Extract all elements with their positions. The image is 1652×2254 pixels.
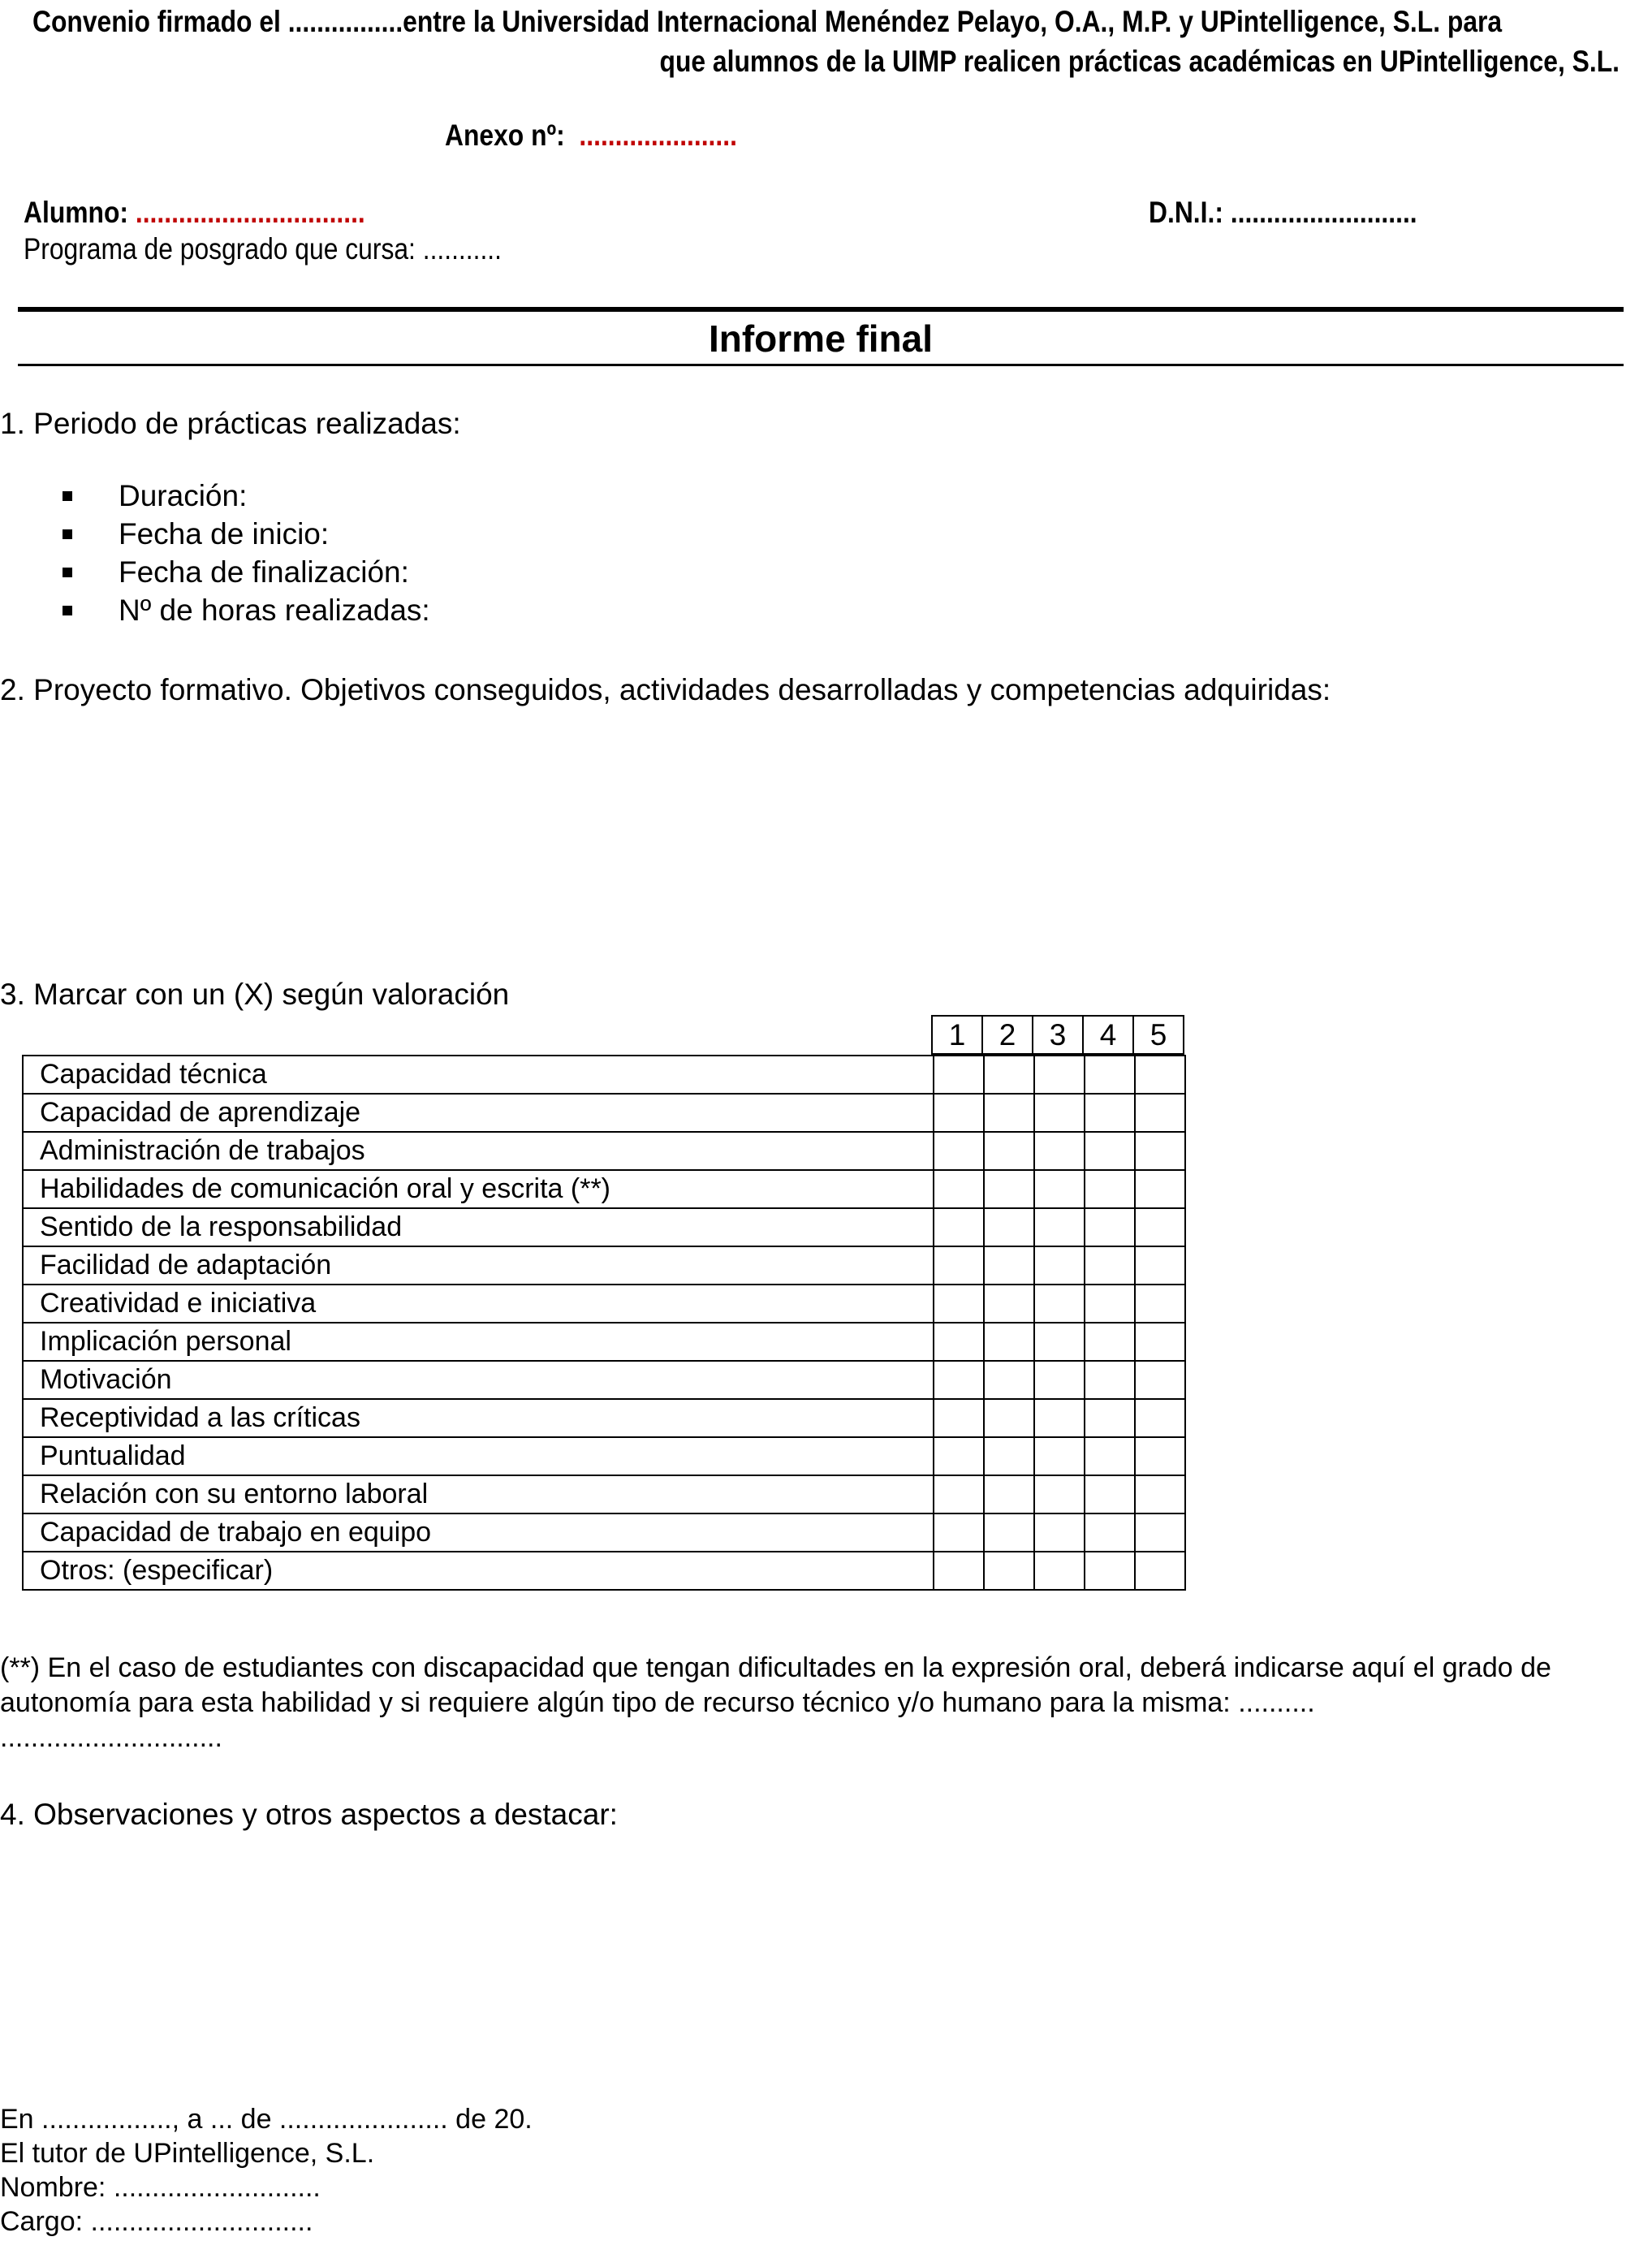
rating-table: [22, 1055, 1186, 1591]
rating-cell-3[interactable]: [1034, 1323, 1085, 1361]
annex-label: Anexo nº:: [445, 119, 565, 152]
rating-cell-4[interactable]: [1085, 1437, 1135, 1475]
rating-cell-2[interactable]: [984, 1437, 1034, 1475]
rating-cell-3[interactable]: [1034, 1132, 1085, 1170]
agreement-line-2: que alumnos de la UIMP realicen prácticas académicas en UPintelligence, S.L.: [659, 45, 1620, 78]
rating-cell-1[interactable]: [934, 1056, 984, 1094]
rating-cell-5[interactable]: [1135, 1437, 1185, 1475]
rating-cell-4[interactable]: [1085, 1170, 1135, 1208]
rating-cell-3[interactable]: [1034, 1170, 1085, 1208]
list-item: [58, 515, 430, 553]
rating-cell-1[interactable]: [934, 1132, 984, 1170]
list-item: [58, 553, 430, 591]
rating-cell-1[interactable]: [934, 1475, 984, 1513]
table-row: [23, 1475, 1185, 1513]
scale-2: 2: [982, 1016, 1033, 1054]
rating-cell-2[interactable]: [984, 1513, 1034, 1552]
criterion-label: Capacidad técnica: [23, 1056, 934, 1094]
rating-scale-header: [931, 1015, 1184, 1055]
rating-cell-3[interactable]: [1034, 1094, 1085, 1132]
criterion-label: Motivación: [23, 1361, 934, 1399]
rating-cell-2[interactable]: [984, 1285, 1034, 1323]
agreement-parties: entre la Universidad Internacional Menéndez Pelayo, O.A., M.P. y UPintelligence, S.L. para: [403, 5, 1503, 38]
criterion-label: Habilidades de comunicación oral y escrita (**): [23, 1170, 934, 1208]
rating-cell-4[interactable]: [1085, 1513, 1135, 1552]
criterion-label: Capacidad de aprendizaje: [23, 1094, 934, 1132]
rating-cell-4[interactable]: [1085, 1132, 1135, 1170]
table-row: [23, 1132, 1185, 1170]
section-4-heading: 4. Observaciones y otros aspectos a destacar:: [0, 1798, 618, 1831]
rating-cell-5[interactable]: [1135, 1285, 1185, 1323]
criterion-label: Relación con su entorno laboral: [23, 1475, 934, 1513]
rating-cell-5[interactable]: [1135, 1132, 1185, 1170]
accessibility-note: [0, 1651, 1632, 1755]
dni-label: D.N.I.:: [1149, 196, 1223, 229]
rating-cell-5[interactable]: [1135, 1246, 1185, 1285]
agreement-date-blank: ................: [287, 5, 403, 38]
rating-cell-2[interactable]: [984, 1094, 1034, 1132]
table-row: [23, 1361, 1185, 1399]
annex-value: ......................: [579, 119, 737, 152]
rating-cell-4[interactable]: [1085, 1285, 1135, 1323]
rating-cell-4[interactable]: [1085, 1208, 1135, 1246]
square-bullet-icon: [63, 529, 72, 539]
scale-5: 5: [1133, 1016, 1184, 1054]
rating-cell-2[interactable]: [984, 1208, 1034, 1246]
rating-cell-2[interactable]: [984, 1552, 1034, 1590]
table-row: [23, 1323, 1185, 1361]
rating-cell-3[interactable]: [1034, 1552, 1085, 1590]
student-value: ................................: [135, 196, 365, 229]
table-row: [23, 1399, 1185, 1437]
rating-cell-3[interactable]: [1034, 1437, 1085, 1475]
period-list: [58, 477, 430, 629]
rating-cell-3[interactable]: [1034, 1399, 1085, 1437]
criterion-label: Capacidad de trabajo en equipo: [23, 1513, 934, 1552]
rating-cell-2[interactable]: [984, 1132, 1034, 1170]
rating-cell-5[interactable]: [1135, 1513, 1185, 1552]
rating-cell-1[interactable]: [934, 1094, 984, 1132]
square-bullet-icon: [63, 568, 72, 577]
criterion-label: Sentido de la responsabilidad: [23, 1208, 934, 1246]
criterion-label: Otros: (especificar): [23, 1552, 934, 1590]
table-row: [23, 1552, 1185, 1590]
rating-cell-3[interactable]: [1034, 1361, 1085, 1399]
criterion-label: Administración de trabajos: [23, 1132, 934, 1170]
place-date: En ................., a ... de ...................... de 20.: [0, 2104, 533, 2135]
rating-cell-3[interactable]: [1034, 1475, 1085, 1513]
table-row: [23, 1056, 1185, 1094]
rating-cell-1[interactable]: [934, 1513, 984, 1552]
program-field: Programa de posgrado que cursa: ...........: [24, 232, 502, 266]
rating-cell-1[interactable]: [934, 1552, 984, 1590]
rating-cell-5[interactable]: [1135, 1094, 1185, 1132]
rating-cell-1[interactable]: [934, 1399, 984, 1437]
criterion-label: Receptividad a las críticas: [23, 1399, 934, 1437]
table-row: [23, 1285, 1185, 1323]
duration-label: Duración:: [119, 479, 248, 512]
rating-cell-3[interactable]: [1034, 1513, 1085, 1552]
annex-number: [445, 119, 737, 153]
list-item: [58, 477, 430, 515]
square-bullet-icon: [63, 606, 72, 615]
table-row: [23, 1246, 1185, 1285]
rating-cell-4[interactable]: [1085, 1094, 1135, 1132]
rating-cell-1[interactable]: [934, 1323, 984, 1361]
student-label: Alumno:: [24, 196, 129, 229]
rating-cell-2[interactable]: [984, 1475, 1034, 1513]
rating-cell-4[interactable]: [1085, 1552, 1135, 1590]
rating-cell-3[interactable]: [1034, 1208, 1085, 1246]
criterion-label: Puntualidad: [23, 1437, 934, 1475]
end-date-label: Fecha de finalización:: [119, 555, 409, 589]
rating-cell-4[interactable]: [1085, 1323, 1135, 1361]
rating-cell-5[interactable]: [1135, 1208, 1185, 1246]
rating-cell-5[interactable]: [1135, 1323, 1185, 1361]
note-text: (**) En el caso de estudiantes con discapacidad que tengan dificultades en la expresión oral, deberá indicarse aquí el grado de autonomía para esta habilidad y si requiere algún tipo de recurso técnico y/o humano para la misma: ..........: [0, 1652, 1551, 1718]
rating-cell-1[interactable]: [934, 1246, 984, 1285]
rating-cell-3[interactable]: [1034, 1246, 1085, 1285]
scale-3: 3: [1033, 1016, 1083, 1054]
rating-cell-4[interactable]: [1085, 1475, 1135, 1513]
hours-label: Nº de horas realizadas:: [119, 594, 430, 627]
rating-cell-5[interactable]: [1135, 1170, 1185, 1208]
table-row: [23, 1170, 1185, 1208]
rating-cell-1[interactable]: [934, 1170, 984, 1208]
agreement-line-1: [32, 5, 1502, 39]
rating-cell-1[interactable]: [934, 1285, 984, 1323]
dni-value: ..........................: [1230, 196, 1417, 229]
table-row: [23, 1437, 1185, 1475]
rating-cell-1[interactable]: [934, 1208, 984, 1246]
table-row: [23, 1513, 1185, 1552]
student-field: [24, 196, 365, 230]
section-3-heading: 3. Marcar con un (X) según valoración: [0, 978, 510, 1011]
rating-cell-4[interactable]: [1085, 1399, 1135, 1437]
list-item: [58, 591, 430, 629]
rating-cell-5[interactable]: [1135, 1399, 1185, 1437]
rating-cell-4[interactable]: [1085, 1361, 1135, 1399]
tutor-name: Nombre: ...........................: [0, 2172, 321, 2203]
rating-cell-2[interactable]: [984, 1170, 1034, 1208]
title-rule-bottom: [18, 364, 1624, 366]
rating-cell-2[interactable]: [984, 1323, 1034, 1361]
note-dots: .............................: [0, 1722, 222, 1753]
rating-cell-4[interactable]: [1085, 1246, 1135, 1285]
start-date-label: Fecha de inicio:: [119, 517, 330, 551]
rating-cell-3[interactable]: [1034, 1056, 1085, 1094]
rating-cell-3[interactable]: [1034, 1285, 1085, 1323]
rating-cell-2[interactable]: [984, 1056, 1034, 1094]
rating-cell-1[interactable]: [934, 1437, 984, 1475]
section-1-heading: 1. Periodo de prácticas realizadas:: [0, 407, 461, 440]
page-title: Informe final: [708, 317, 934, 360]
square-bullet-icon: [63, 491, 72, 501]
rating-cell-1[interactable]: [934, 1361, 984, 1399]
rating-cell-2[interactable]: [984, 1361, 1034, 1399]
criterion-label: Creatividad e iniciativa: [23, 1285, 934, 1323]
table-row: [23, 1208, 1185, 1246]
table-row: [23, 1094, 1185, 1132]
rating-cell-2[interactable]: [984, 1399, 1034, 1437]
rating-cell-4[interactable]: [1085, 1056, 1135, 1094]
scale-4: 4: [1083, 1016, 1133, 1054]
rating-cell-2[interactable]: [984, 1246, 1034, 1285]
scale-1: 1: [932, 1016, 982, 1054]
title-rule-top: [18, 307, 1624, 312]
rating-cell-5[interactable]: [1135, 1475, 1185, 1513]
criterion-label: Facilidad de adaptación: [23, 1246, 934, 1285]
rating-cell-5[interactable]: [1135, 1056, 1185, 1094]
agreement-prefix: Convenio firmado el: [32, 5, 288, 38]
tutor-label: El tutor de UPintelligence, S.L.: [0, 2138, 375, 2169]
tutor-position: Cargo: .............................: [0, 2206, 313, 2237]
section-2-heading: 2. Proyecto formativo. Objetivos conseguidos, actividades desarrolladas y competencias adquiridas:: [0, 673, 1331, 706]
rating-cell-5[interactable]: [1135, 1361, 1185, 1399]
criterion-label: Implicación personal: [23, 1323, 934, 1361]
dni-field: [1149, 196, 1417, 230]
rating-cell-5[interactable]: [1135, 1552, 1185, 1590]
